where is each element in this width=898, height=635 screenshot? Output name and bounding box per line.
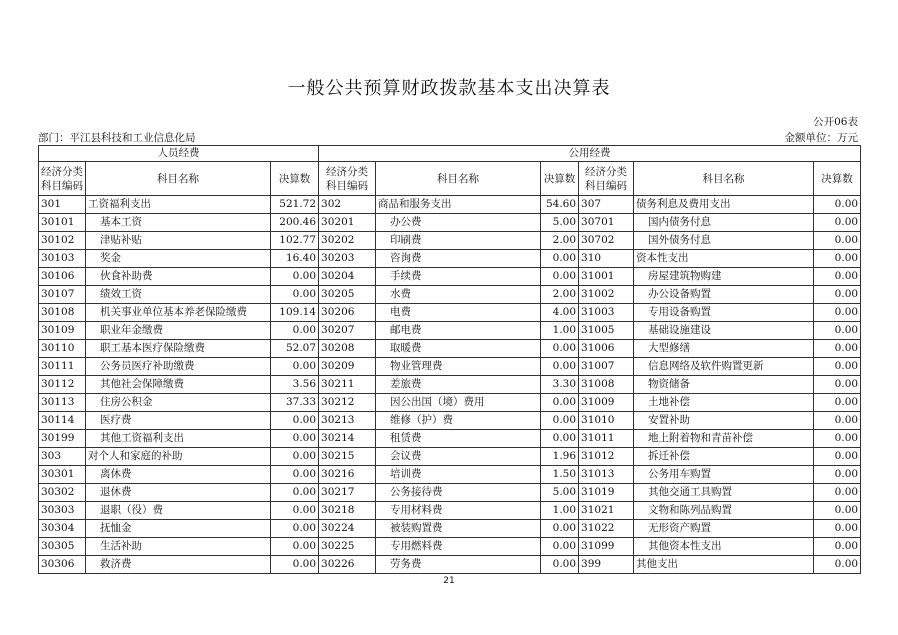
column-header-row bbox=[39, 162, 861, 196]
name-cell: 印刷费 bbox=[376, 232, 541, 250]
code-cell: 30211 bbox=[319, 376, 376, 394]
code-cell: 30207 bbox=[319, 322, 376, 340]
amount-cell: 3.30 bbox=[541, 376, 579, 394]
code-cell: 30306 bbox=[39, 556, 86, 574]
amount-cell: 5.00 bbox=[541, 214, 579, 232]
code-cell: 30199 bbox=[39, 430, 86, 448]
code-cell: 30205 bbox=[319, 286, 376, 304]
name-cell: 文物和陈列品购置 bbox=[634, 502, 814, 520]
amount-cell: 0.00 bbox=[271, 268, 319, 286]
amount-cell: 0.00 bbox=[271, 538, 319, 556]
amount-cell: 0.00 bbox=[541, 538, 579, 556]
form-number: 公开06表 bbox=[813, 116, 858, 128]
name-cell: 因公出国（境）费用 bbox=[376, 394, 541, 412]
page-title: 一般公共预算财政拨款基本支出决算表 bbox=[287, 78, 611, 99]
table-row bbox=[39, 214, 861, 232]
amount-cell: 0.00 bbox=[541, 520, 579, 538]
code-cell: 30225 bbox=[319, 538, 376, 556]
amount-cell: 0.00 bbox=[541, 268, 579, 286]
table-row bbox=[39, 412, 861, 430]
amount-cell: 0.00 bbox=[541, 250, 579, 268]
code-cell: 30224 bbox=[319, 520, 376, 538]
code-cell: 30202 bbox=[319, 232, 376, 250]
code-cell: 30203 bbox=[319, 250, 376, 268]
group-header-row bbox=[39, 146, 861, 162]
amount-cell: 2.00 bbox=[541, 286, 579, 304]
code-cell: 30301 bbox=[39, 466, 86, 484]
table-body bbox=[39, 196, 861, 574]
code-cell: 30215 bbox=[319, 448, 376, 466]
amount-cell: 0.00 bbox=[814, 556, 861, 574]
name-cell: 土地补偿 bbox=[634, 394, 814, 412]
name-cell: 生活补助 bbox=[86, 538, 271, 556]
amount-cell: 0.00 bbox=[814, 448, 861, 466]
col-code-3: 经济分类科目编码 bbox=[579, 162, 634, 196]
amount-cell: 1.96 bbox=[541, 448, 579, 466]
amount-cell: 0.00 bbox=[271, 466, 319, 484]
amount-cell: 0.00 bbox=[814, 502, 861, 520]
amount-cell: 0.00 bbox=[814, 196, 861, 214]
name-cell: 离休费 bbox=[86, 466, 271, 484]
amount-cell: 0.00 bbox=[814, 466, 861, 484]
name-cell: 职业年金缴费 bbox=[86, 322, 271, 340]
table-row bbox=[39, 232, 861, 250]
name-cell: 公务接待费 bbox=[376, 484, 541, 502]
code-cell: 30212 bbox=[319, 394, 376, 412]
name-cell: 无形资产购置 bbox=[634, 520, 814, 538]
table-row bbox=[39, 196, 861, 214]
amount-cell: 200.46 bbox=[271, 214, 319, 232]
code-cell: 30701 bbox=[579, 214, 634, 232]
amount-cell: 0.00 bbox=[814, 412, 861, 430]
table-row bbox=[39, 448, 861, 466]
code-cell: 30302 bbox=[39, 484, 86, 502]
table-row bbox=[39, 466, 861, 484]
name-cell: 拆迁补偿 bbox=[634, 448, 814, 466]
col-name-1: 科目名称 bbox=[86, 162, 271, 196]
amount-cell: 0.00 bbox=[814, 376, 861, 394]
page-number: 21 bbox=[443, 576, 455, 586]
amount-cell: 3.56 bbox=[271, 376, 319, 394]
code-cell: 30209 bbox=[319, 358, 376, 376]
name-cell: 基本工资 bbox=[86, 214, 271, 232]
amount-cell: 0.00 bbox=[541, 340, 579, 358]
code-cell: 30303 bbox=[39, 502, 86, 520]
code-cell: 303 bbox=[39, 448, 86, 466]
name-cell: 专用材料费 bbox=[376, 502, 541, 520]
name-cell: 退休费 bbox=[86, 484, 271, 502]
code-cell: 301 bbox=[39, 196, 86, 214]
name-cell: 绩效工资 bbox=[86, 286, 271, 304]
table-row bbox=[39, 268, 861, 286]
code-cell: 30101 bbox=[39, 214, 86, 232]
code-cell: 30213 bbox=[319, 412, 376, 430]
name-cell: 会议费 bbox=[376, 448, 541, 466]
name-cell: 培训费 bbox=[376, 466, 541, 484]
expenditure-table bbox=[38, 145, 861, 574]
amount-cell: 0.00 bbox=[814, 232, 861, 250]
col-code-2: 经济分类科目编码 bbox=[319, 162, 376, 196]
amount-cell: 5.00 bbox=[541, 484, 579, 502]
amount-cell: 0.00 bbox=[271, 322, 319, 340]
table-row bbox=[39, 538, 861, 556]
name-cell: 其他社会保障缴费 bbox=[86, 376, 271, 394]
amount-cell: 52.07 bbox=[271, 340, 319, 358]
code-cell: 30702 bbox=[579, 232, 634, 250]
table-row bbox=[39, 322, 861, 340]
name-cell: 水费 bbox=[376, 286, 541, 304]
name-cell: 资本性支出 bbox=[634, 250, 814, 268]
amount-cell: 0.00 bbox=[271, 412, 319, 430]
col-name-2: 科目名称 bbox=[376, 162, 541, 196]
name-cell: 机关事业单位基本养老保险缴费 bbox=[86, 304, 271, 322]
name-cell: 被装购置费 bbox=[376, 520, 541, 538]
name-cell: 大型修缮 bbox=[634, 340, 814, 358]
name-cell: 咨询费 bbox=[376, 250, 541, 268]
group-public: 公用经费 bbox=[319, 146, 861, 162]
amount-cell: 0.00 bbox=[271, 556, 319, 574]
code-cell: 30208 bbox=[319, 340, 376, 358]
code-cell: 30107 bbox=[39, 286, 86, 304]
amount-cell: 0.00 bbox=[271, 502, 319, 520]
amount-cell: 2.00 bbox=[541, 232, 579, 250]
amount-cell: 1.00 bbox=[541, 502, 579, 520]
name-cell: 办公费 bbox=[376, 214, 541, 232]
amount-cell: 0.00 bbox=[541, 556, 579, 574]
code-cell: 30114 bbox=[39, 412, 86, 430]
name-cell: 维修（护）费 bbox=[376, 412, 541, 430]
amount-cell: 0.00 bbox=[814, 358, 861, 376]
amount-cell: 0.00 bbox=[271, 448, 319, 466]
table-row bbox=[39, 502, 861, 520]
amount-cell: 0.00 bbox=[814, 250, 861, 268]
code-cell: 31003 bbox=[579, 304, 634, 322]
amount-cell: 0.00 bbox=[814, 484, 861, 502]
col-amount-2: 决算数 bbox=[541, 162, 579, 196]
table-row bbox=[39, 358, 861, 376]
name-cell: 伙食补助费 bbox=[86, 268, 271, 286]
code-cell: 30204 bbox=[319, 268, 376, 286]
name-cell: 住房公积金 bbox=[86, 394, 271, 412]
name-cell: 其他工资福利支出 bbox=[86, 430, 271, 448]
code-cell: 307 bbox=[579, 196, 634, 214]
name-cell: 医疗费 bbox=[86, 412, 271, 430]
name-cell: 公务用车购置 bbox=[634, 466, 814, 484]
code-cell: 30217 bbox=[319, 484, 376, 502]
code-cell: 30201 bbox=[319, 214, 376, 232]
code-cell: 30110 bbox=[39, 340, 86, 358]
code-cell: 30226 bbox=[319, 556, 376, 574]
amount-cell: 0.00 bbox=[814, 304, 861, 322]
amount-cell: 4.00 bbox=[541, 304, 579, 322]
name-cell: 取暖费 bbox=[376, 340, 541, 358]
name-cell: 商品和服务支出 bbox=[376, 196, 541, 214]
code-cell: 31019 bbox=[579, 484, 634, 502]
code-cell: 30305 bbox=[39, 538, 86, 556]
name-cell: 手续费 bbox=[376, 268, 541, 286]
code-cell: 30214 bbox=[319, 430, 376, 448]
name-cell: 邮电费 bbox=[376, 322, 541, 340]
amount-cell: 16.40 bbox=[271, 250, 319, 268]
code-cell: 31002 bbox=[579, 286, 634, 304]
name-cell: 其他支出 bbox=[634, 556, 814, 574]
name-cell: 基础设施建设 bbox=[634, 322, 814, 340]
table-row bbox=[39, 250, 861, 268]
amount-cell: 1.00 bbox=[541, 322, 579, 340]
name-cell: 救济费 bbox=[86, 556, 271, 574]
table-row bbox=[39, 340, 861, 358]
amount-cell: 0.00 bbox=[814, 340, 861, 358]
code-cell: 302 bbox=[319, 196, 376, 214]
amount-cell: 0.00 bbox=[541, 394, 579, 412]
name-cell: 劳务费 bbox=[376, 556, 541, 574]
name-cell: 国外债务付息 bbox=[634, 232, 814, 250]
table-row bbox=[39, 376, 861, 394]
amount-cell: 0.00 bbox=[271, 430, 319, 448]
table-row bbox=[39, 430, 861, 448]
name-cell: 电费 bbox=[376, 304, 541, 322]
name-cell: 职工基本医疗保险缴费 bbox=[86, 340, 271, 358]
name-cell: 其他交通工具购置 bbox=[634, 484, 814, 502]
table-row bbox=[39, 304, 861, 322]
name-cell: 津贴补贴 bbox=[86, 232, 271, 250]
amount-cell: 0.00 bbox=[541, 430, 579, 448]
amount-cell: 0.00 bbox=[814, 394, 861, 412]
name-cell: 信息网络及软件购置更新 bbox=[634, 358, 814, 376]
name-cell: 对个人和家庭的补助 bbox=[86, 448, 271, 466]
name-cell: 安置补助 bbox=[634, 412, 814, 430]
col-code-1: 经济分类科目编码 bbox=[39, 162, 86, 196]
group-personnel: 人员经费 bbox=[39, 146, 319, 162]
name-cell: 工资福利支出 bbox=[86, 196, 271, 214]
code-cell: 30102 bbox=[39, 232, 86, 250]
code-cell: 30206 bbox=[319, 304, 376, 322]
code-cell: 31005 bbox=[579, 322, 634, 340]
name-cell: 债务利息及费用支出 bbox=[634, 196, 814, 214]
name-cell: 退职（役）费 bbox=[86, 502, 271, 520]
amount-cell: 54.60 bbox=[541, 196, 579, 214]
amount-cell: 109.14 bbox=[271, 304, 319, 322]
code-cell: 31008 bbox=[579, 376, 634, 394]
code-cell: 30108 bbox=[39, 304, 86, 322]
amount-unit-label: 金额单位：万元 bbox=[784, 132, 858, 144]
table-row bbox=[39, 394, 861, 412]
amount-cell: 521.72 bbox=[271, 196, 319, 214]
amount-cell: 1.50 bbox=[541, 466, 579, 484]
code-cell: 31021 bbox=[579, 502, 634, 520]
amount-cell: 102.77 bbox=[271, 232, 319, 250]
amount-cell: 0.00 bbox=[814, 520, 861, 538]
code-cell: 31013 bbox=[579, 466, 634, 484]
table-row bbox=[39, 520, 861, 538]
code-cell: 30111 bbox=[39, 358, 86, 376]
amount-cell: 0.00 bbox=[814, 286, 861, 304]
amount-cell: 0.00 bbox=[271, 484, 319, 502]
name-cell: 租赁费 bbox=[376, 430, 541, 448]
amount-cell: 37.33 bbox=[271, 394, 319, 412]
name-cell: 抚恤金 bbox=[86, 520, 271, 538]
code-cell: 30218 bbox=[319, 502, 376, 520]
name-cell: 房屋建筑物购建 bbox=[634, 268, 814, 286]
code-cell: 31007 bbox=[579, 358, 634, 376]
col-name-3: 科目名称 bbox=[634, 162, 814, 196]
department-label: 部门：平江县科技和工业信息化局 bbox=[38, 132, 196, 144]
amount-cell: 0.00 bbox=[271, 520, 319, 538]
table-row bbox=[39, 556, 861, 574]
code-cell: 31022 bbox=[579, 520, 634, 538]
code-cell: 30109 bbox=[39, 322, 86, 340]
code-cell: 31006 bbox=[579, 340, 634, 358]
code-cell: 30216 bbox=[319, 466, 376, 484]
code-cell: 30103 bbox=[39, 250, 86, 268]
name-cell: 其他资本性支出 bbox=[634, 538, 814, 556]
name-cell: 奖金 bbox=[86, 250, 271, 268]
name-cell: 地上附着物和青苗补偿 bbox=[634, 430, 814, 448]
amount-cell: 0.00 bbox=[814, 538, 861, 556]
name-cell: 国内债务付息 bbox=[634, 214, 814, 232]
amount-cell: 0.00 bbox=[814, 214, 861, 232]
code-cell: 31099 bbox=[579, 538, 634, 556]
code-cell: 31012 bbox=[579, 448, 634, 466]
name-cell: 办公设备购置 bbox=[634, 286, 814, 304]
name-cell: 专用设备购置 bbox=[634, 304, 814, 322]
code-cell: 31010 bbox=[579, 412, 634, 430]
code-cell: 30112 bbox=[39, 376, 86, 394]
name-cell: 公务员医疗补助缴费 bbox=[86, 358, 271, 376]
name-cell: 差旅费 bbox=[376, 376, 541, 394]
code-cell: 31009 bbox=[579, 394, 634, 412]
code-cell: 31011 bbox=[579, 430, 634, 448]
table-row bbox=[39, 286, 861, 304]
amount-cell: 0.00 bbox=[271, 286, 319, 304]
code-cell: 30106 bbox=[39, 268, 86, 286]
amount-cell: 0.00 bbox=[271, 358, 319, 376]
code-cell: 399 bbox=[579, 556, 634, 574]
code-cell: 31001 bbox=[579, 268, 634, 286]
name-cell: 物资储备 bbox=[634, 376, 814, 394]
amount-cell: 0.00 bbox=[541, 412, 579, 430]
amount-cell: 0.00 bbox=[541, 358, 579, 376]
amount-cell: 0.00 bbox=[814, 268, 861, 286]
amount-cell: 0.00 bbox=[814, 322, 861, 340]
name-cell: 专用燃料费 bbox=[376, 538, 541, 556]
table-row bbox=[39, 484, 861, 502]
col-amount-3: 决算数 bbox=[814, 162, 861, 196]
code-cell: 30113 bbox=[39, 394, 86, 412]
amount-cell: 0.00 bbox=[814, 430, 861, 448]
code-cell: 310 bbox=[579, 250, 634, 268]
col-amount-1: 决算数 bbox=[271, 162, 319, 196]
name-cell: 物业管理费 bbox=[376, 358, 541, 376]
code-cell: 30304 bbox=[39, 520, 86, 538]
